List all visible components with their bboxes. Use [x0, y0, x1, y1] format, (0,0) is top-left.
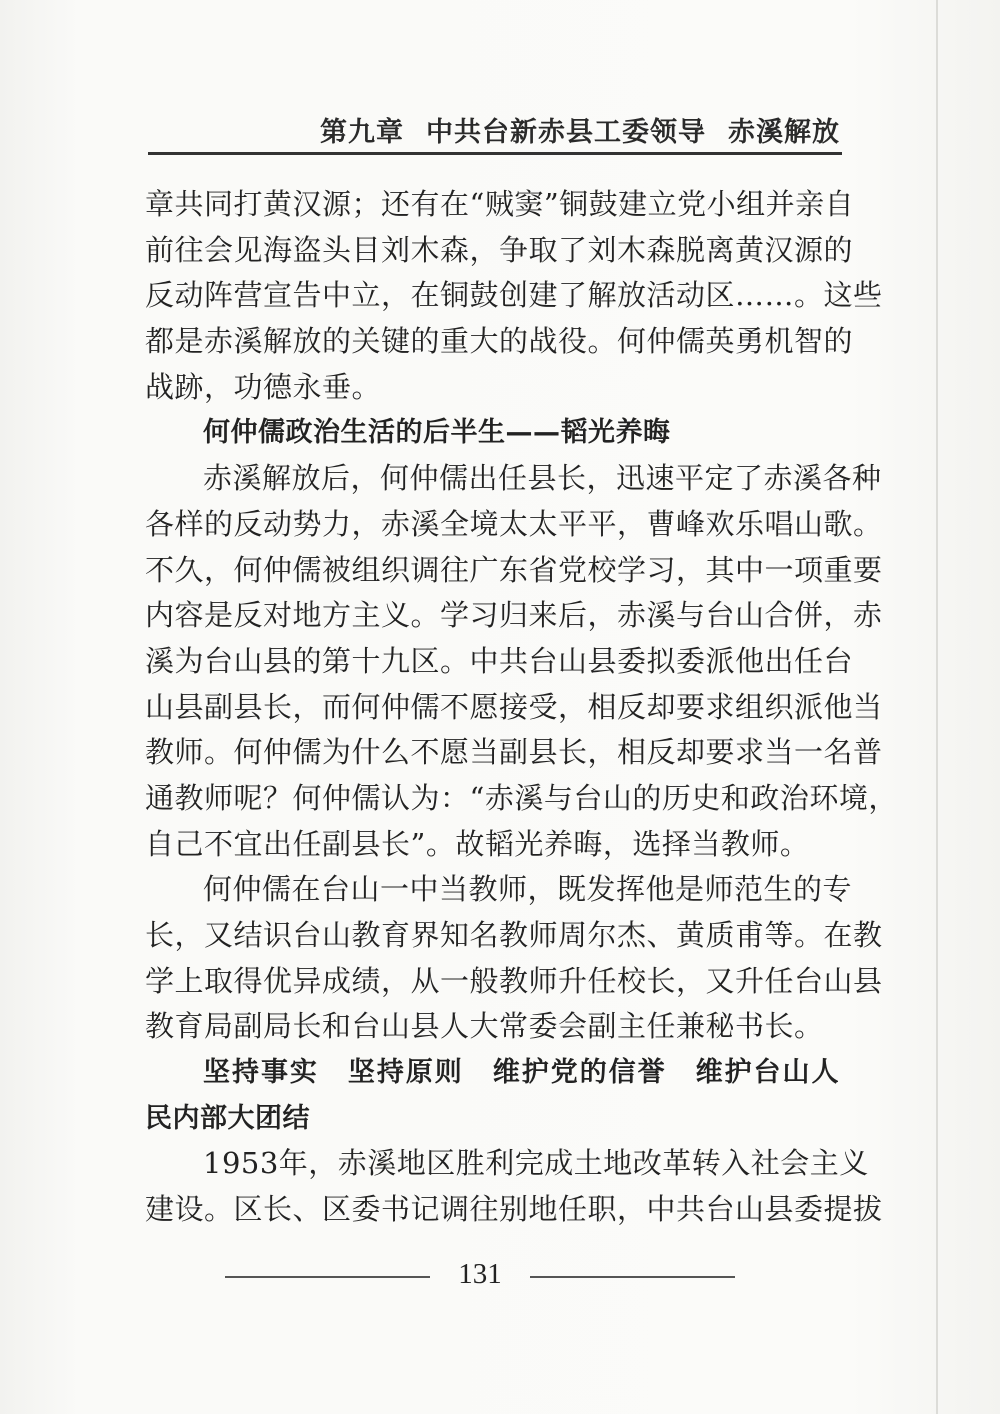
text-line: 长，又结识台山教育界知名教师周尔杰、黄质甫等。在教 — [145, 918, 883, 952]
text-line: 何仲儒在台山一中当教师，既发挥他是师范生的专 — [203, 872, 853, 907]
running-head — [150, 110, 840, 149]
text-line: 1953年，赤溪地区胜利完成土地改革转入社会主义 — [203, 1146, 869, 1181]
scan-edge-shadow — [936, 0, 938, 1414]
text-line: 反动阵营宣告中立，在铜鼓创建了解放活动区……。这些 — [145, 278, 883, 313]
text-line: 通教师呢？何仲儒认为：“赤溪与台山的历史和政治环境， — [145, 780, 898, 815]
text-line: 赤溪解放后，何仲儒出任县长，迅速平定了赤溪各种 — [203, 461, 882, 496]
footer-rule-right — [530, 1276, 735, 1278]
chapter-subtitle: 赤溪解放 — [728, 117, 840, 148]
text-line: 自己不宜出任副县长”。故韬光养晦，选择当教师。 — [145, 826, 810, 861]
section-heading-line: 民内部大团结 — [145, 1102, 310, 1134]
page-number: 131 — [458, 1258, 502, 1290]
chapter-number: 第九章 — [320, 117, 404, 148]
header-rule — [148, 152, 842, 155]
text-line: 学上取得优异成绩，从一般教师升任校长，又升任台山县 — [145, 963, 883, 998]
text-line: 内容是反对地方主义。学习归来后，赤溪与台山合併，赤 — [145, 598, 883, 633]
text-line: 章共同打黄汉源；还有在“贼窦”铜鼓建立党小组并亲自 — [145, 187, 855, 221]
text-line: 教育局副局长和台山县人大常委会副主任兼秘书长。 — [145, 1009, 824, 1044]
text-line: 教师。何仲儒为什么不愿当副县长，相反却要求当一名普 — [145, 735, 883, 770]
chapter-title: 中共台新赤县工委领导 — [426, 117, 706, 148]
text-line: 前往会见海盗头目刘木森，争取了刘木森脱离黄汉源的 — [145, 232, 854, 267]
text-line: 溪为台山县的第十九区。中共台山县委拟委派他出任台 — [145, 643, 854, 678]
section-heading-line: 坚持事实 坚持原则 维护党的信誉 维护台山人 — [203, 1057, 839, 1089]
text-line: 山县副县长，而何仲儒不愿接受，相反却要求组织派他当 — [145, 689, 883, 724]
body-text — [145, 182, 898, 1233]
text-line: 都是赤溪解放的关键的重大的战役。何仲儒英勇机智的 — [145, 324, 854, 359]
text-line: 战跡，功德永垂。 — [145, 369, 382, 404]
text-line: 各样的反动势力，赤溪全境太太平平，曹峰欢乐唱山歌。 — [145, 506, 883, 541]
text-line: 不久，何仲儒被组织调往广东省党校学习，其中一项重要 — [145, 552, 883, 587]
page-footer — [225, 1258, 735, 1292]
text-line: 建设。区长、区委书记调往别地任职，中共台山县委提拔 — [145, 1192, 883, 1227]
section-heading-line: 何仲儒政治生活的后半生——韬光养晦 — [203, 417, 671, 449]
